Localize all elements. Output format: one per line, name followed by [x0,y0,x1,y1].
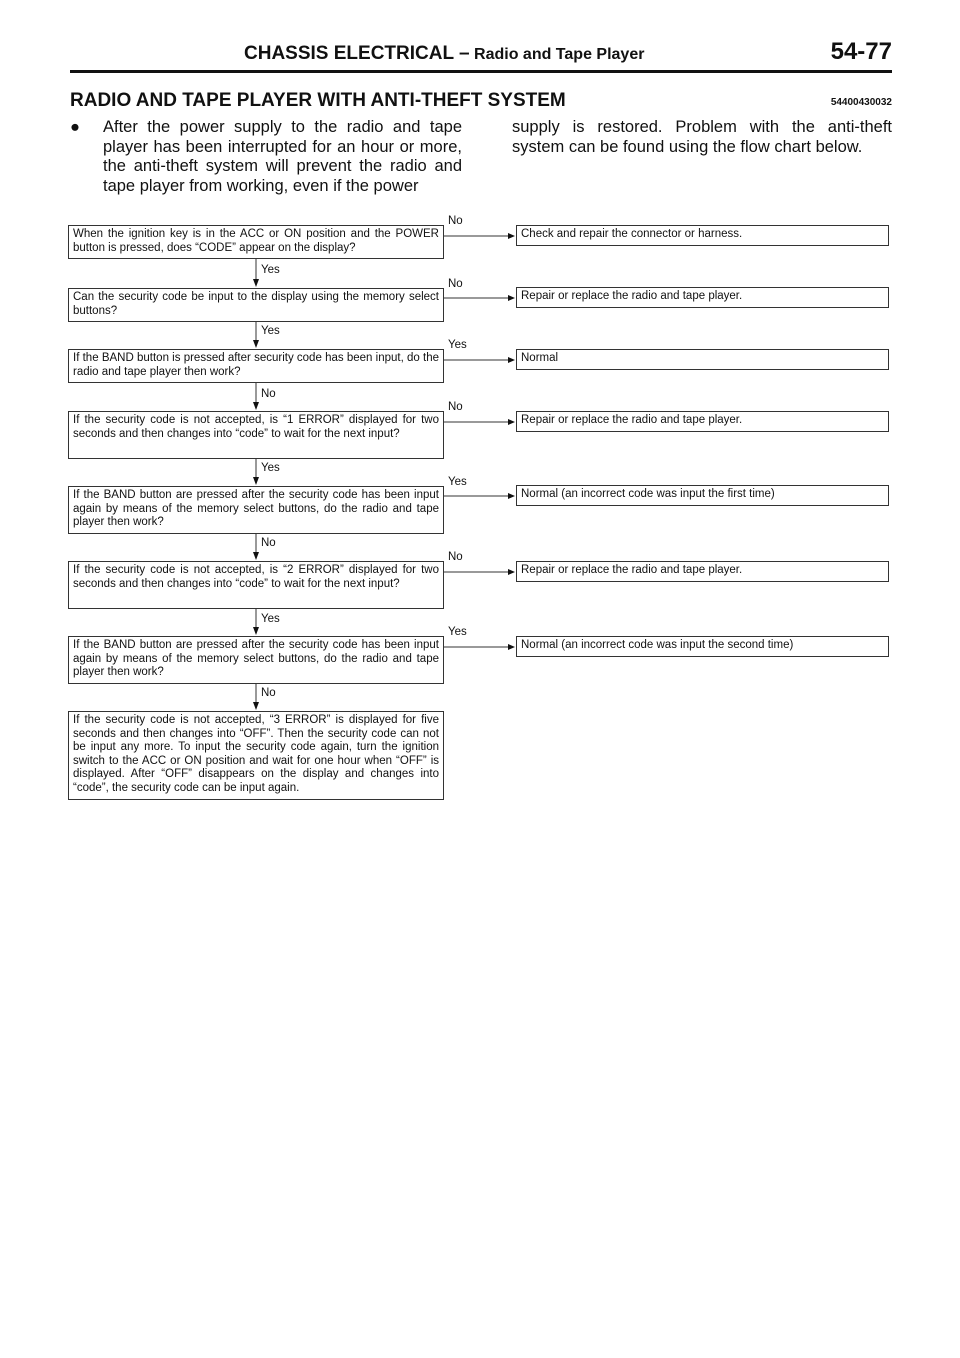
intro-left-text: After the power supply to the radio and tape player has been interrupted for an hour or more, the anti-theft system will prevent the radio and tape player from working, even if the power [103,118,462,195]
flow-question-4: If the security code is not accepted, is “1 ERROR” displayed for two seconds and then changes into “code” to wait for the next input? [68,411,444,459]
section-title: RADIO AND TAPE PLAYER WITH ANTI-THEFT SYSTEM [70,90,566,111]
flow-down-label-1: Yes [261,264,280,276]
flow-down-label-2: Yes [261,325,280,337]
flow-down-label-4: Yes [261,462,280,474]
flow-result-4: Repair or replace the radio and tape player. [516,411,889,432]
down-arrow-icon [253,340,259,348]
flow-result-6: Repair or replace the radio and tape player. [516,561,889,582]
right-arrow-icon [508,569,515,575]
flow-side-label-4: No [448,401,463,413]
flow-final-box: If the security code is not accepted, “3 ERROR” is displayed for five seconds and then changes into “OFF”. Then the security code can not be input any more. To input the security code again, turn the ignition switch to the ACC or ON position and wait for one hour when “OFF” is displayed. After “OFF” disappears on the display and changes into “code”, the security code can be input again. [68,711,444,800]
flow-side-label-6: No [448,551,463,563]
flow-result-2: Repair or replace the radio and tape player. [516,287,889,308]
down-arrow-icon [253,477,259,485]
down-arrow-icon [253,627,259,635]
flow-question-1: When the ignition key is in the ACC or ON position and the POWER button is pressed, does “CODE” appear on the display? [68,225,444,259]
flow-side-label-2: No [448,278,463,290]
right-arrow-icon [508,233,515,239]
down-arrow-icon [253,552,259,560]
flow-result-1: Check and repair the connector or harness. [516,225,889,246]
right-arrow-icon [508,295,515,301]
bullet-icon: ● [70,118,80,136]
flow-question-7: If the BAND button are pressed after the security code has been input again by means of the memory select buttons, do the radio and tape player then work? [68,636,444,684]
flow-result-5: Normal (an incorrect code was input the first time) [516,485,889,506]
down-arrow-icon [253,702,259,710]
flow-question-5: If the BAND button are pressed after the security code has been input again by means of the memory select buttons, do the radio and tape player then work? [68,486,444,534]
right-arrow-icon [508,357,515,363]
section-code: 54400430032 [830,97,892,108]
flow-down-label-5: No [261,537,276,549]
flow-side-label-1: No [448,215,463,227]
right-arrow-icon [508,493,515,499]
flow-question-6: If the security code is not accepted, is “2 ERROR” displayed for two seconds and then changes into “code” to wait for the next input? [68,561,444,609]
flow-down-label-6: Yes [261,613,280,625]
flow-down-label-7: No [261,687,276,699]
down-arrow-icon [253,402,259,410]
header-title-sub: Radio and Tape Player [469,46,645,63]
flow-question-2: Can the security code be input to the display using the memory select buttons? [68,288,444,322]
page-number: 54-77 [830,38,892,65]
flow-question-3: If the BAND button is pressed after security code has been input, do the radio and tape player then work? [68,349,444,383]
header-title-main: CHASSIS ELECTRICAL – [244,43,470,64]
right-arrow-icon [508,644,515,650]
flow-side-label-7: Yes [448,626,467,638]
down-arrow-icon [253,279,259,287]
intro-right-text: supply is restored. Problem with the anti-theft system can be found using the flow chart below. [512,118,892,156]
flow-side-label-5: Yes [448,476,467,488]
flow-side-label-3: Yes [448,339,467,351]
flow-result-7: Normal (an incorrect code was input the second time) [516,636,889,657]
flow-down-label-3: No [261,388,276,400]
right-arrow-icon [508,419,515,425]
flow-result-3: Normal [516,349,889,370]
